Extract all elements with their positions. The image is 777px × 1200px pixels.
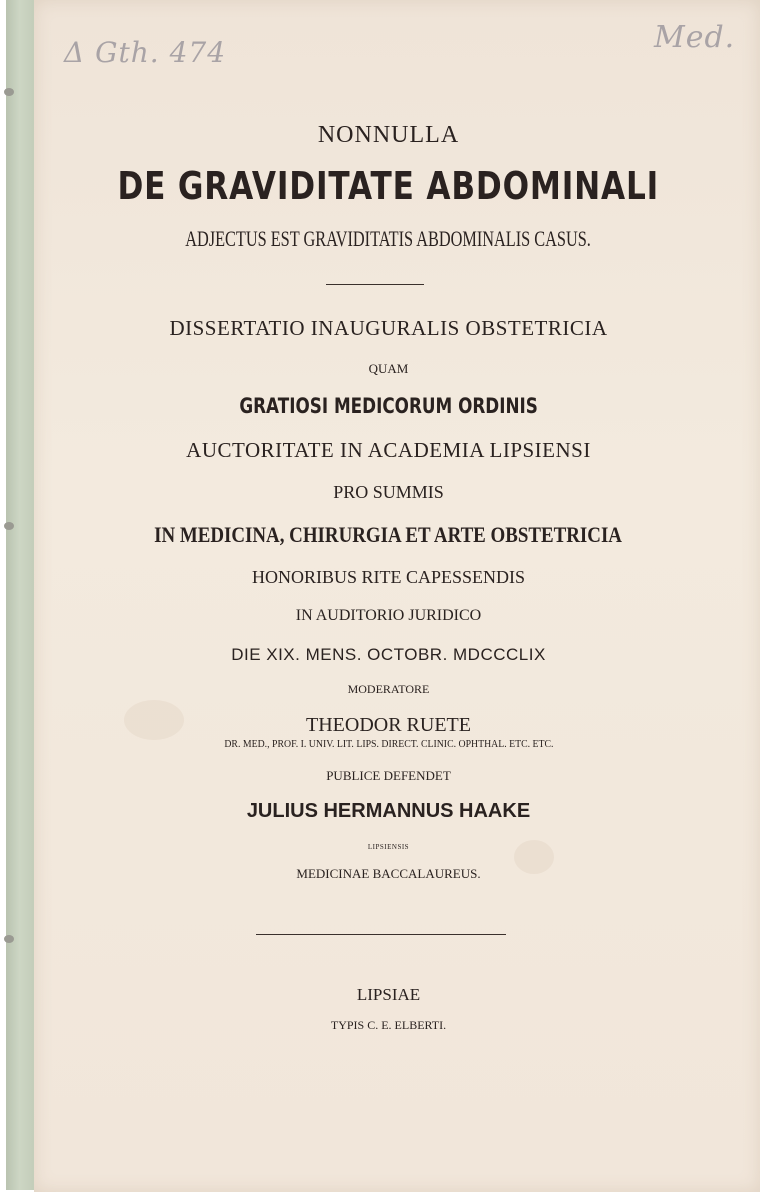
- date-line: [0, 645, 777, 665]
- binding-stitch: [4, 88, 14, 96]
- main-title-text: DE GRAVIDITATE ABDOMINALI: [117, 164, 660, 208]
- faculty-line: [0, 394, 777, 419]
- moderator-titles-text: DR. MED., PROF. I. UNIV. LIT. LIPS. DIRECT. CLINIC. OPHTHAL. ETC. ETC.: [223, 739, 554, 750]
- fields-text: IN MEDICINA, CHIRURGIA ET ARTE OBSTETRICIA: [154, 522, 623, 547]
- date-text: DIE XIX. MENS. OCTOBR. MDCCCLIX: [231, 645, 546, 664]
- divider-rule: [256, 934, 506, 935]
- dissertation-type: DISSERTATIO INAUGURALIS OBSTETRICIA: [169, 316, 608, 340]
- shelfmark-annotation: Δ Gth. 474: [64, 36, 227, 69]
- pro-summis-line: PRO SUMMIS: [333, 482, 444, 502]
- main-title: [0, 164, 777, 208]
- degree-line: MEDICINAE BACCALAUREUS.: [296, 866, 481, 881]
- moderator-titles: [0, 739, 777, 750]
- subtitle: [0, 226, 777, 252]
- title-pre: NONNULLA: [317, 122, 460, 148]
- moderatore-line: MODERATORE: [347, 682, 430, 696]
- faculty-text: GRATIOSI MEDICORUM ORDINIS: [239, 394, 538, 418]
- authority-line: AUCTORITATE IN ACADEMIA LIPSIENSI: [186, 438, 591, 462]
- divider-rule: [326, 284, 424, 285]
- binding-stitch: [4, 935, 14, 943]
- auditorio-line: IN AUDITORIO JURIDICO: [295, 607, 482, 624]
- author-line: [0, 800, 777, 823]
- moderator-name: THEODOR RUETE: [306, 714, 471, 736]
- publice-line: PUBLICE DEFENDET: [326, 768, 451, 783]
- imprint-printer: TYPIS C. E. ELBERTI.: [330, 1018, 447, 1032]
- honoribus-line: HONORIBUS RITE CAPESSENDIS: [251, 567, 526, 587]
- subject-annotation: Med.: [654, 20, 736, 55]
- imprint-city: LIPSIAE: [356, 985, 421, 1004]
- origin-line: LIPSIENSIS: [367, 843, 410, 851]
- author-text: JULIUS HERMANNUS HAAKE: [246, 800, 531, 822]
- quam-line: QUAM: [368, 361, 409, 376]
- fields-line: [0, 522, 777, 548]
- subtitle-text: ADJECTUS EST GRAVIDITATIS ABDOMINALIS CASUS.: [185, 226, 592, 251]
